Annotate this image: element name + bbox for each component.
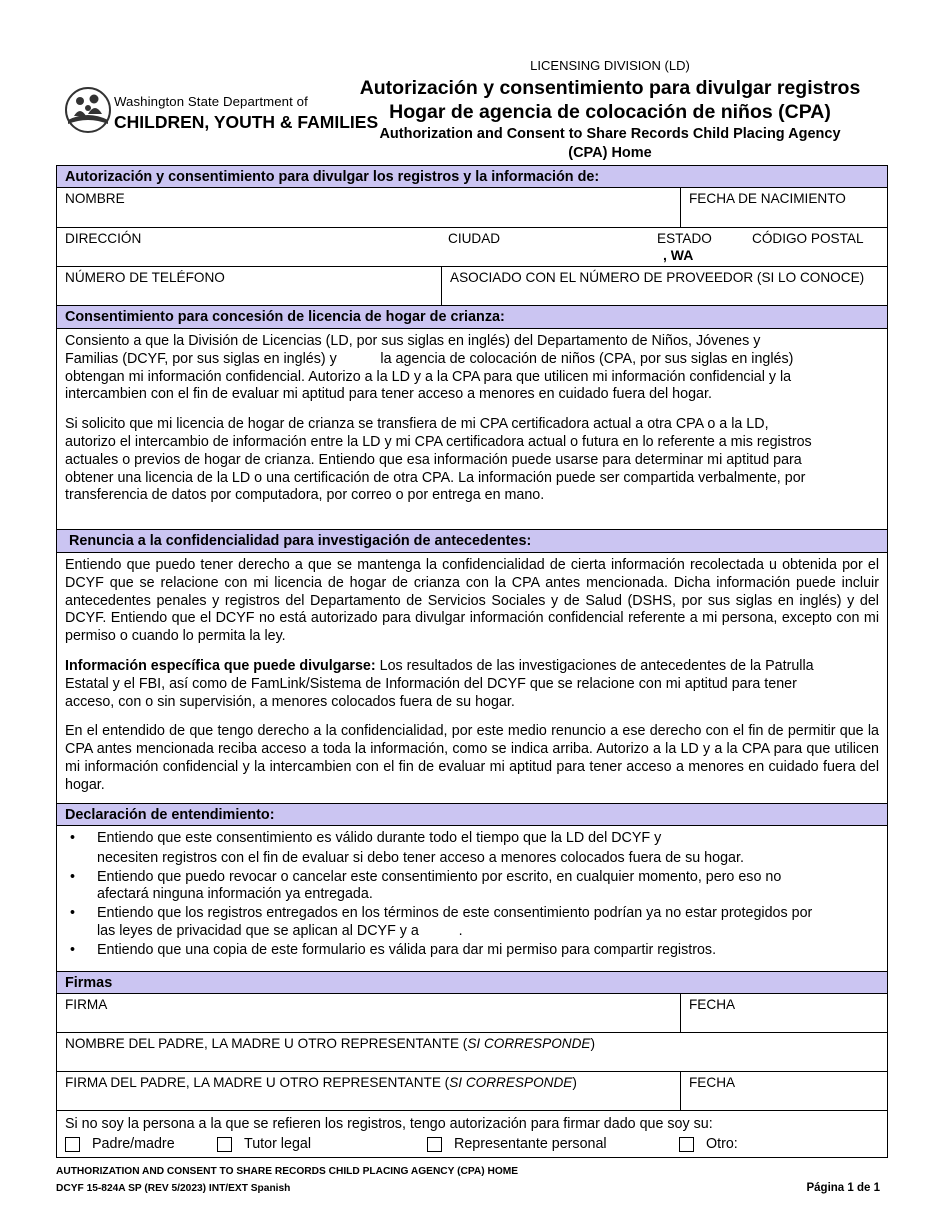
signature-date-field[interactable] xyxy=(680,994,887,1032)
section-heading-signatures: Firmas xyxy=(57,972,887,994)
list-item: • Entiendo que una copia de este formulario es válida para dar mi permiso para compartir registros. xyxy=(65,942,879,960)
waiver-paragraph-2: Información específica que puede divulgarse: Los resultados de las investigaciones de antecedentes de la Patrulla Estatal y el FBI, así como de FamLink/Sistema de Información del DCYF que se relacione con mi aptitud para tener acceso, con o sin supervisión, a menores colocados fuera de su hogar. xyxy=(65,657,814,710)
list-item: • Entiendo que puedo revocar o cancelar este consentimiento por escrito, en cualquier momento, pero eso no afectará ninguna información ya entregada. xyxy=(65,869,879,905)
title-en-line-1: Authorization and Consent to Share Records Child Placing Agency xyxy=(379,126,841,142)
confidentiality-waiver-text xyxy=(57,553,887,804)
footer-page-number: Página 1 de 1 xyxy=(806,1182,880,1194)
consent-paragraph-1: Consiento a que la División de Licencias (LD, por sus siglas en inglés) del Departamento de Niños, Jóvenes y Familias (DCYF, por sus siglas en inglés) y la agencia de colocación de niños (CPA, por sus siglas en inglés) obtengan mi información confidencial. Autorizo a la LD y a la CPA para que utilicen mi información confidencial y la intercambien con el fin de evaluar mi aptitud para tener acceso a menores en cuidado fuera del hogar. xyxy=(65,333,794,403)
authority-row xyxy=(57,1111,887,1158)
address-label: DIRECCIÓN xyxy=(65,231,142,246)
name-label: NOMBRE xyxy=(65,191,125,206)
phone-label: NÚMERO DE TELÉFONO xyxy=(65,270,225,285)
understanding-list xyxy=(65,830,879,960)
footer-form-number: DCYF 15-824A SP (REV 5/2023) INT/EXT Spanish xyxy=(56,1183,291,1194)
personal-representative-checkbox[interactable] xyxy=(427,1137,442,1152)
signature-row xyxy=(57,994,887,1033)
name-field[interactable] xyxy=(57,188,680,227)
section-heading-understanding: Declaración de entendimiento: xyxy=(57,804,887,826)
title-en-line-2: (CPA) Home xyxy=(568,145,652,161)
section-heading-authorization: Autorización y consentimiento para divulgar los registros y la información de: xyxy=(57,166,887,188)
zip-label: CÓDIGO POSTAL xyxy=(752,231,864,246)
other-checkbox[interactable] xyxy=(679,1137,694,1152)
signature-label: FIRMA xyxy=(65,997,108,1012)
provider-number-field[interactable] xyxy=(441,267,887,305)
representative-signature-row xyxy=(57,1072,887,1111)
option-personal-representative[interactable]: Representante personal xyxy=(427,1134,669,1154)
title-es-line-2: Hogar de agencia de colocación de niños (CPA) xyxy=(389,101,831,123)
consent-paragraph-2: Si solicito que mi licencia de hogar de crianza se transfiera de mi CPA certificadora actual a otra CPA o a la LD, autorizo el intercambio de información entre la LD y mi CPA certificadora actual o futura en lo referente a mis registros actuales o previos de hogar de crianza. Entiendo que esa información puede usarse para determinar mi aptitud para obtener una licencia de la LD o una certificación de otra CPA. La información puede ser compartida verbalmente, por transferencia de datos por computadora, por correo o por entrega en mano. xyxy=(65,416,812,504)
city-label: CIUDAD xyxy=(448,231,501,246)
dob-field[interactable] xyxy=(680,188,887,227)
consent-form xyxy=(56,165,888,1158)
representative-signature-label: FIRMA DEL PADRE, LA MADRE U OTRO REPRESENTANTE ( xyxy=(65,1075,450,1090)
list-item: • Entiendo que los registros entregados en los términos de este consentimiento podrían ya no estar protegidos por las leyes de privacidad que se aplican al DCYF y a . xyxy=(65,905,879,941)
legal-guardian-checkbox[interactable] xyxy=(217,1137,232,1152)
parent-checkbox[interactable] xyxy=(65,1137,80,1152)
dob-label: FECHA DE NACIMIENTO xyxy=(689,191,846,206)
representative-name-row xyxy=(57,1033,887,1072)
option-parent[interactable]: Padre/madre xyxy=(65,1134,207,1154)
waiver-paragraph-1: Entiendo que puedo tener derecho a que se mantenga la confidencialidad de cierta información recolectada u obtenida por el DCYF que se relacione con mi licencia de hogar de crianza con la CPA antes mencionada. Dicha información puede incluir antecedentes penales y registros del Departamento de Servicios Sociales y de Salud (DSHS, por sus siglas en inglés) y del DCYF. Entiendo que el DCYF no está autorizado para divulgar información confidencial referente a mi persona, excepto con mi permiso o cuando lo permita la ley. xyxy=(65,557,879,645)
section-heading-foster-license: Consentimiento para concesión de licencia de hogar de crianza: xyxy=(57,306,887,329)
footer-form-title: AUTHORIZATION AND CONSENT TO SHARE RECORDS CHILD PLACING AGENCY (CPA) HOME xyxy=(56,1166,519,1177)
address-field[interactable] xyxy=(57,228,887,266)
dcyf-logo xyxy=(64,86,379,138)
foster-license-consent-text xyxy=(57,329,887,530)
signature-field[interactable] xyxy=(57,994,680,1032)
address-row xyxy=(57,228,887,267)
authority-text: Si no soy la persona a la que se refieren los registros, tengo autorización para firmar dado que soy su: xyxy=(65,1116,713,1132)
logo-line-1: Washington State Department of xyxy=(114,94,308,109)
representative-name-label: NOMBRE DEL PADRE, LA MADRE U OTRO REPRESENTANTE ( xyxy=(65,1036,468,1051)
representative-name-field[interactable]: NOMBRE DEL PADRE, LA MADRE U OTRO REPRESENTANTE (SI CORRESPONDE) xyxy=(65,1036,595,1051)
family-logo-icon xyxy=(64,86,112,134)
state-value: , WA xyxy=(663,247,694,263)
representative-signature-field[interactable]: FIRMA DEL PADRE, LA MADRE U OTRO REPRESENTANTE (SI CORRESPONDE) xyxy=(65,1075,577,1090)
division-label: LICENSING DIVISION (LD) xyxy=(530,58,690,73)
option-other[interactable]: Otro: xyxy=(679,1134,738,1154)
title-es-line-1: Autorización y consentimiento para divulgar registros xyxy=(359,77,861,99)
phone-row xyxy=(57,267,887,306)
name-row xyxy=(57,188,887,228)
provider-number-label: ASOCIADO CON EL NÚMERO DE PROVEEDOR (SI LO CONOCE) xyxy=(450,270,865,285)
phone-field[interactable] xyxy=(57,267,441,305)
logo-line-2: CHILDREN, YOUTH & FAMILIES xyxy=(114,112,379,132)
representative-date-field[interactable] xyxy=(680,1072,887,1110)
waiver-paragraph-3: En el entendido de que tengo derecho a la confidencialidad, por este medio renuncio a ese derecho con el fin de permitir que la CPA antes mencionada reciba acceso a toda la información, como se indica arriba. Autorizo a la LD y a la CPA para que utilicen mi información confidencial y la intercambien con el fin de evaluar mi aptitud para tener acceso a menores en cuidado fuera del hogar. xyxy=(65,723,879,793)
list-item: • Entiendo que este consentimiento es válido durante todo el tiempo que la LD del DCYF y necesiten registros con el fin de evaluar si debo tener acceso a menores colocados fuera de su hogar. xyxy=(65,830,879,868)
signature-date-label: FECHA xyxy=(689,997,736,1012)
relationship-options xyxy=(65,1134,879,1154)
section-heading-confidentiality-waiver: Renuncia a la confidencialidad para investigación de antecedentes: xyxy=(57,530,887,553)
understanding-statements xyxy=(57,826,887,972)
representative-date-label: FECHA xyxy=(689,1075,736,1090)
option-legal-guardian[interactable]: Tutor legal xyxy=(217,1134,417,1154)
state-label: ESTADO xyxy=(657,231,712,246)
